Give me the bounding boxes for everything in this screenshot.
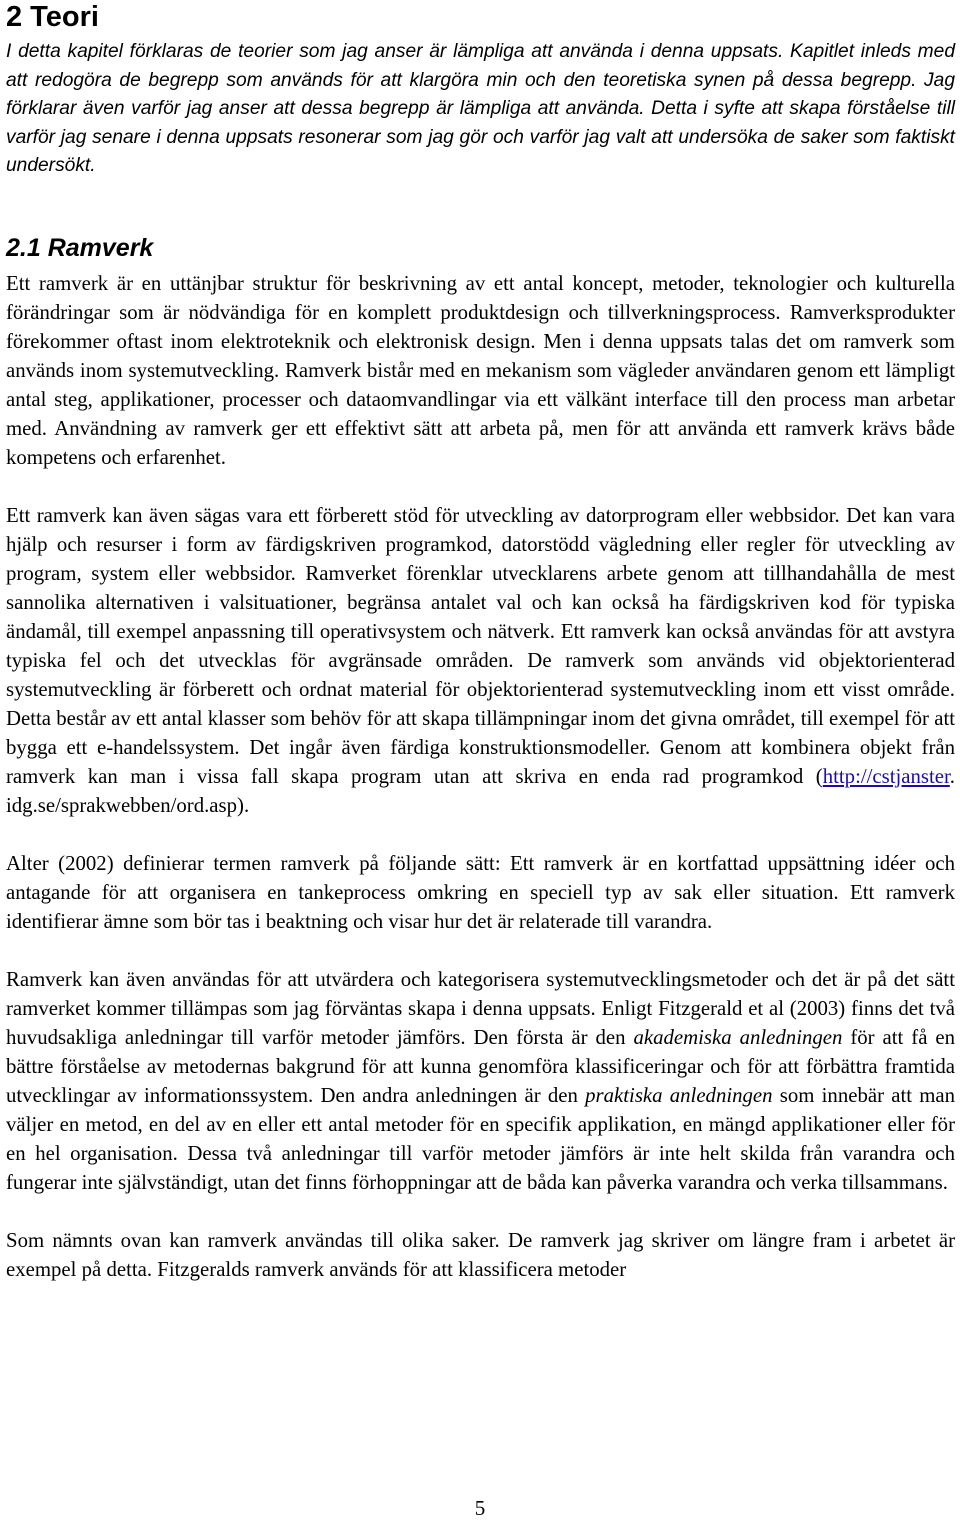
paragraph-4-part-c: som innebär att man väljer en metod, en del av en eller ett antal metoder för en specifik applikation, en mängd applikationer eller för en hel organisation. Dessa två anledningar till varför metoder jämförs är inte helt skilda från varandra och fungerar inte självständigt, utan det finns förhoppningar att de båda kan påverka varandra och verka tillsammans. xyxy=(6,1083,956,1194)
paragraph-2-tail: . idg.se/sprakwebben/ord.asp). xyxy=(6,764,955,817)
emphasis-practical: praktiska anledningen xyxy=(585,1083,773,1107)
chapter-intro: I detta kapitel förklaras de teorier som jag anser är lämpliga att använda i denna uppsats. Kapitlet inleds med att redogöra de begrepp som används för att klargöra min och den teoretiska synen på dessa begrepp. Jag förklarar även varför jag anser att dessa begrepp är lämpliga att använda. Detta i syfte att skapa förståelse till varför jag senare i denna uppsats resonerar som jag gör och varför jag valt att undersöka de saker som faktiskt undersökt. xyxy=(6,41,955,176)
paragraph-3: Alter (2002) definierar termen ramverk på följande sätt: Ett ramverk är en kortfattad uppsättning idéer och antagande för att organisera en tankeprocess omkring en speciell typ av sak eller situation. Ett ramverk identifierar ämne som bör tas i beaktning och visar hur det är relaterade till varandra. xyxy=(6,851,955,933)
paragraph-1: Ett ramverk är en uttänjbar struktur för beskrivning av ett antal koncept, metoder, teknologier och kulturella förändringar som är nödvändiga för en komplett produktdesign och tillverkningsprocess. Ramverksprodukter förekommer oftast inom elektroteknik och elektronisk design. Men i denna uppsats talas det om ramverk som används inom systemutveckling. Ramverk bistår med en mekanism som vägleder användaren genom ett lämpligt antal steg, applikationer, processer och dataomvandlingar via ett välkänt interface till den process man arbetar med. Användning av ramverk ger ett effektivt sätt att arbeta på, men för att använda ett ramverk krävs både kompetens och erfarenhet. xyxy=(6,271,955,469)
paragraph-5: Som nämnts ovan kan ramverk användas till olika saker. De ramverk jag skriver om längre fram i arbetet är exempel på detta. Fitzgeralds ramverk används för att klassificera metoder xyxy=(6,1228,955,1281)
paragraph-2-text: Ett ramverk kan även sägas vara ett förberett stöd för utveckling av datorprogram eller webbsidor. Det kan vara hjälp och resurser i form av färdigskriven programkod, datorstödd vägledning eller regler för utveckling av program, system eller webbsidor. Ramverket förenklar utvecklarens arbete genom att tillhandahålla de mest sannolika alternativen i valsituationer, begränsa antalet val och kan också ha färdigskriven kod för typiska ändamål, till exempel anpassning till operativsystem och nätverk. Ett ramverk kan också användas för att avstyra typiska fel och det utvecklas för avgränsade områden. De ramverk som används vid objektorienterad systemutveckling är förberett och ordnat material för objektorienterad systemutveckling inom ett visst område. Detta består av ett antal klasser som behöv för att skapa tillämpningar inom det givna området, till exempel för att bygga ett e-handelssystem. Det ingår även färdiga konstruktionsmodeller. Genom att kombinera objekt från ramverk kan man i vissa fall skapa program utan att skriva en enda rad programkod ( xyxy=(6,503,955,788)
page-number: 5 xyxy=(474,1496,486,1520)
chapter-heading: 2 Teori xyxy=(6,1,99,33)
emphasis-academic: akademiska anledningen xyxy=(633,1025,843,1049)
section-heading: 2.1 Ramverk xyxy=(6,233,154,262)
paragraph-2 xyxy=(6,501,955,820)
paragraph-4 xyxy=(6,965,955,1197)
paragraph-4-part-b: för att få en bättre förståelse av metodernas bakgrund för att kunna genomföra klassificeringar och för att förbättra framtida utvecklingar av informationssystem. Den andra anledningen är den xyxy=(6,1025,955,1107)
paragraph-4-part-a: Ramverk kan även användas för att utvärdera och kategorisera systemutvecklingsmetoder och det är på det sätt ramverket kommer tillämpas som jag förväntas skapa i denna uppsats. Enligt Fitzgerald et al (2003) finns det två huvudsakliga anledningar till varför metoder jämförs. Den första är den xyxy=(6,967,955,1049)
document-page xyxy=(6,0,955,1284)
reference-link[interactable]: http://cstjanster xyxy=(822,764,950,788)
